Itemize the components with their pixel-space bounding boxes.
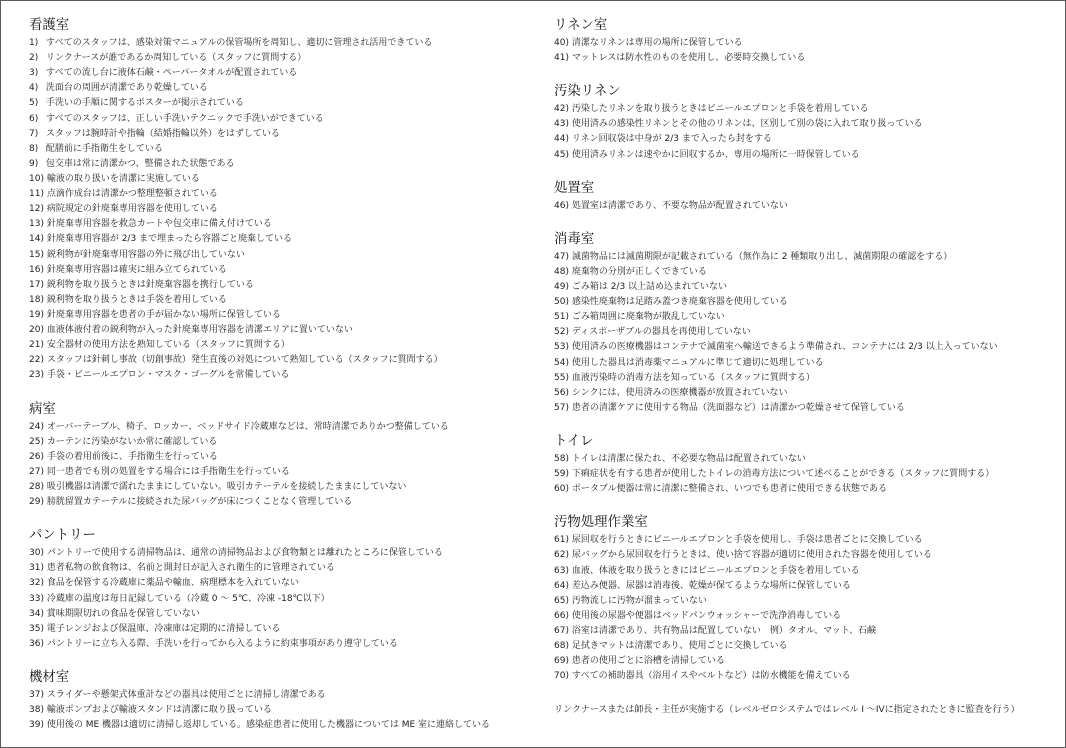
checklist-item <box>29 622 529 637</box>
item-text: 尿回収を行うときにビニールエプロンと手袋を使用し、手袋は患者ごとに交換している <box>571 535 923 546</box>
item-text: 血液体液付着の鋭利物が入った針廃棄専用容器を清潔エリアに置いていない <box>46 325 353 336</box>
item-number: 43) <box>554 119 569 130</box>
section-gap <box>554 66 1050 83</box>
item-number: 36) <box>29 638 44 649</box>
checklist-section <box>554 231 1050 416</box>
checklist-item <box>29 308 529 323</box>
checklist-item <box>29 465 529 480</box>
item-number: 13) <box>29 219 44 230</box>
checklist-items <box>554 199 1050 214</box>
checklist-item <box>29 561 529 576</box>
item-text: 血液、体液を取り扱うときにはビニールエプロンと手袋を着用している <box>571 565 860 576</box>
checklist-item <box>29 353 529 368</box>
section-gap <box>29 384 529 401</box>
checklist-section <box>554 83 1050 162</box>
checklist-items <box>554 250 1050 416</box>
section-title: トイレ <box>554 433 594 449</box>
item-number: 47) <box>554 251 569 262</box>
item-text: 使用済みの感染性リネンとその他のリネンは、区別して別の袋に入れて取り扱っている <box>571 119 923 130</box>
checklist-items <box>554 102 1050 162</box>
item-number: 24) <box>29 421 44 432</box>
item-number: 41) <box>554 53 569 64</box>
checklist-item <box>554 624 1050 639</box>
item-number: 39) <box>29 720 44 731</box>
item-text: 足拭きマットは清潔であり、使用ごとに交換している <box>571 641 788 652</box>
item-number: 29) <box>29 497 44 508</box>
item-number: 40) <box>554 38 569 48</box>
item-text: オーバーテーブル、椅子、ロッカー、ベッドサイド冷蔵庫などは、常時清潔でありかつ整備している <box>46 421 449 432</box>
item-number: 55) <box>554 372 569 383</box>
checklist-item <box>29 202 529 217</box>
item-number: 60) <box>554 484 569 495</box>
checklist-item <box>29 81 529 96</box>
item-text: 膀胱留置カテーテルに接続された尿バッグが床につくことなく管理している <box>46 497 353 508</box>
checklist-items <box>29 688 529 733</box>
item-number: 59) <box>554 469 569 480</box>
item-text: 電子レンジおよび保温庫、冷凍庫は定期的に清掃している <box>46 623 281 634</box>
section-title: 機材室 <box>29 669 70 685</box>
checklist-item <box>29 718 529 733</box>
item-text: 汚物流しに汚物が溜まっていない <box>571 595 707 606</box>
checklist-section <box>29 17 529 384</box>
section-gap <box>554 416 1050 433</box>
item-text: 清潔なリネンは専用の場所に保管している <box>571 38 743 48</box>
item-number: 8) <box>29 143 39 154</box>
item-text: マットレスは防水性のものを使用し、必要時交換している <box>571 53 806 64</box>
item-number: 42) <box>554 104 569 115</box>
item-number: 61) <box>554 535 569 546</box>
item-number: 68) <box>554 641 569 652</box>
checklist-item <box>554 482 1050 497</box>
item-text: 包交車は常に清潔かつ、整備された状態である <box>45 158 235 169</box>
checklist-item <box>29 36 529 51</box>
checklist-item <box>29 217 529 232</box>
item-text: ポータブル便器は常に清潔に整備され、いつでも患者に使用できる状態である <box>571 484 888 495</box>
item-text: 輸液の取り扱いを清潔に実施している <box>46 173 200 184</box>
section-gap <box>554 497 1050 514</box>
item-text: リンクナースが誰であるか周知している（スタッフに質問する） <box>45 53 307 64</box>
checklist-item <box>29 66 529 81</box>
item-text: 病院規定の針廃棄専用容器を使用している <box>46 204 218 215</box>
checklist-section <box>29 527 529 652</box>
item-number: 28) <box>29 481 44 492</box>
checklist-item <box>554 654 1050 669</box>
item-number: 1) <box>29 38 39 48</box>
section-gap <box>554 163 1050 180</box>
checklist-item <box>29 127 529 142</box>
checklist-item <box>554 609 1050 624</box>
checklist-item <box>554 594 1050 609</box>
item-text: 鋭利物を取り扱うときは針廃棄容器を携行している <box>46 279 254 290</box>
item-text: カーテンに汚染がないか常に確認している <box>46 436 218 447</box>
checklist-item <box>29 495 529 510</box>
item-number: 30) <box>29 548 44 559</box>
checklist-item <box>29 637 529 652</box>
checklist-item <box>554 199 1050 214</box>
checklist-item <box>554 386 1050 401</box>
item-number: 6) <box>29 113 39 124</box>
checklist-item <box>554 564 1050 579</box>
checklist-item <box>29 420 529 435</box>
checklist-item <box>29 592 529 607</box>
section-gap <box>554 214 1050 231</box>
section-title: 看護室 <box>29 18 70 33</box>
item-text: リネン回収袋は中身が 2/3 まで入ったら封をする <box>571 134 772 145</box>
item-text: すべてのスタッフは、正しい手洗いテクニックで手洗いができている <box>45 113 324 124</box>
checklist-item <box>29 187 529 202</box>
item-text: 針廃棄専用容器は確実に組み立てられている <box>46 264 227 275</box>
checklist-items <box>29 36 529 384</box>
item-number: 49) <box>554 281 569 292</box>
checklist-item <box>29 576 529 591</box>
checklist-item <box>554 295 1050 310</box>
checklist-item <box>554 533 1050 548</box>
checklist-item <box>554 265 1050 280</box>
item-text: 汚染したリネンを取り扱うときはビニールエプロンと手袋を着用している <box>571 104 869 115</box>
checklist-section <box>554 433 1050 497</box>
section-title: パントリー <box>29 528 96 544</box>
checklist-items <box>29 420 529 511</box>
item-text: 手袋の着用前後に、手指衛生を行っている <box>46 451 218 462</box>
item-text: 下痢症状を有する患者が使用したトイレの消毒方法について述べることができる（スタッフに質問する） <box>571 469 995 480</box>
checklist-items <box>554 533 1050 684</box>
item-number: 19) <box>29 309 44 320</box>
checklist-item <box>29 546 529 561</box>
checklist-item <box>554 371 1050 386</box>
item-number: 45) <box>554 149 569 160</box>
checklist-item <box>554 356 1050 371</box>
checklist-item <box>554 250 1050 265</box>
item-number: 14) <box>29 234 44 245</box>
item-text: 吸引機器は清潔で濡れたままにしていない。吸引カテーテルを接続したままにしていない <box>46 481 407 492</box>
checklist-item <box>29 688 529 703</box>
item-text: 手洗いの手順に関するポスターが掲示されている <box>45 98 244 109</box>
footer-note: リンクナースまたは師長・主任が実施する（レベルゼロシステムではレベル I ～IVに指定されたときに監査を行う） <box>554 705 1020 716</box>
checklist-item <box>29 142 529 157</box>
checklist-items <box>29 546 529 652</box>
item-text: パントリーに立ち入る際、手洗いを行ってから入るように約束事項があり遵守している <box>46 638 398 649</box>
item-number: 37) <box>29 689 44 700</box>
item-number: 9) <box>29 158 39 169</box>
item-text: 血液汚染時の消毒方法を知っている（スタッフに質問する） <box>571 372 815 383</box>
item-number: 7) <box>29 128 39 139</box>
item-text: 患者私物の飲食物は、名前と開封日が記入され衛生的に管理されている <box>46 563 335 574</box>
checklist-item <box>29 703 529 718</box>
checklist-items <box>554 452 1050 497</box>
item-number: 17) <box>29 279 44 290</box>
checklist-item <box>29 248 529 263</box>
item-text: 安全器材の使用方法を熟知している（スタッフに質問する） <box>46 340 290 351</box>
checklist-item <box>29 338 529 353</box>
item-text: 輸液ポンプおよび輸液スタンドは清潔に取り扱っている <box>46 705 272 716</box>
checklist-item <box>554 117 1050 132</box>
item-number: 26) <box>29 451 44 462</box>
checklist-items <box>554 36 1050 66</box>
item-number: 46) <box>554 200 569 211</box>
item-text: 使用済みの医療機器はコンテナで滅菌室へ輸送できるよう準備され、コンテナには 2/3 以上入っていない <box>571 342 998 353</box>
checklist-item <box>554 132 1050 147</box>
checklist-item <box>554 639 1050 654</box>
item-number: 35) <box>29 623 44 634</box>
item-text: シンクには、使用済みの医療機器が放置されていない <box>571 387 788 398</box>
checklist-section <box>554 514 1050 684</box>
item-text: ディスポーザブルの器具を再使用していない <box>571 327 751 338</box>
item-number: 23) <box>29 370 44 381</box>
item-number: 65) <box>554 595 569 606</box>
item-number: 53) <box>554 342 569 353</box>
item-number: 70) <box>554 671 569 682</box>
item-number: 64) <box>554 580 569 591</box>
checklist-item <box>554 148 1050 163</box>
checklist-item <box>554 467 1050 482</box>
item-text: スライダーや懸架式体重計などの器具は使用ごとに清掃し清潔である <box>46 689 326 700</box>
item-number: 16) <box>29 264 44 275</box>
item-text: 使用した器具は消毒薬マニュアルに準じて適切に処理している <box>571 357 824 368</box>
item-text: 配膳前に手指衛生をしている <box>45 143 163 154</box>
item-number: 10) <box>29 173 44 184</box>
item-text: 使用済みリネンは速やかに回収するか、専用の場所に一時保管している <box>571 149 860 160</box>
item-number: 5) <box>29 98 39 109</box>
section-title: 汚物処理作業室 <box>554 515 648 531</box>
item-number: 3) <box>29 68 39 79</box>
item-number: 63) <box>554 565 569 576</box>
section-title: 病室 <box>29 401 56 417</box>
item-number: 34) <box>29 608 44 619</box>
item-number: 33) <box>29 593 44 604</box>
item-text: 感染性廃棄物は足踏み蓋つき廃棄容器を使用している <box>571 297 788 308</box>
item-text: 患者の清潔ケアに使用する物品（洗面器など）は清潔かつ乾燥させて保管している <box>571 402 905 413</box>
checklist-item <box>29 278 529 293</box>
item-text: 処置室は清潔であり、不要な物品が配置されていない <box>571 200 788 211</box>
item-text: 洗面台の周囲が清潔であり乾燥している <box>45 83 208 94</box>
item-number: 18) <box>29 294 44 305</box>
checklist-item <box>29 172 529 187</box>
item-number: 38) <box>29 705 44 716</box>
item-text: 患者の使用ごとに浴槽を清掃している <box>571 656 725 667</box>
checklist-item <box>29 232 529 247</box>
checklist-item <box>29 112 529 127</box>
item-text: スタッフは針刺し事故（切創事故）発生直後の対処について熟知している（スタッフに質問する） <box>46 355 443 366</box>
checklist-item <box>554 36 1050 51</box>
item-number: 51) <box>554 312 569 323</box>
checklist-item <box>29 323 529 338</box>
item-text: トイレは清潔に保たれ、不必要な物品は配置されていない <box>571 453 806 464</box>
item-number: 57) <box>554 402 569 413</box>
checklist-item <box>554 579 1050 594</box>
item-text: すべての補助器具（浴用イスやベルトなど）は防水機能を備えている <box>571 671 851 682</box>
item-number: 66) <box>554 610 569 621</box>
item-number: 4) <box>29 83 39 94</box>
item-text: 手袋・ビニールエプロン・マスク・ゴーグルを常備している <box>46 370 290 381</box>
item-number: 48) <box>554 266 569 277</box>
item-text: 滅菌物品には滅菌期限が記載されている（無作為に 2 種類取り出し、滅菌期限の確認をする） <box>571 251 953 262</box>
right-sections <box>554 17 1050 684</box>
item-text: 食品を保管する冷蔵庫に薬品や輸血、病理標本を入れていない <box>46 578 299 589</box>
checklist-item <box>29 51 529 66</box>
item-text: 冷蔵庫の温度は毎日記録している（冷蔵 0 ～ 5℃、冷凍 -18℃以下） <box>46 593 330 604</box>
checklist-item <box>554 102 1050 117</box>
item-number: 54) <box>554 357 569 368</box>
item-text: 浴室は清潔であり、共有物品は配置していない 例）タオル、マット、石鹸 <box>571 625 876 636</box>
checklist-section <box>554 180 1050 214</box>
checklist-section <box>29 401 529 511</box>
section-title: 消毒室 <box>554 231 595 247</box>
checklist-item <box>554 669 1050 684</box>
item-text: 鋭利物を取り扱うときは手袋を着用している <box>46 294 227 305</box>
checklist-item <box>29 157 529 172</box>
item-text: 使用後の ME 機器は適切に清掃し返却している。感染症患者に使用した機器については ME 室に連絡している <box>46 720 491 731</box>
checklist-item <box>29 450 529 465</box>
item-text: 賞味期限切れの食品を保管していない <box>46 608 200 619</box>
item-number: 25) <box>29 436 44 447</box>
item-number: 32) <box>29 578 44 589</box>
section-title: 処置室 <box>554 180 595 196</box>
item-number: 50) <box>554 297 569 308</box>
item-text: ごみ箱周囲に廃棄物が散乱していない <box>571 312 725 323</box>
item-number: 56) <box>554 387 569 398</box>
checklist-item <box>554 340 1050 355</box>
item-text: 針廃棄専用容器を救急カートや包交車に備え付けている <box>46 219 272 230</box>
checklist-item <box>554 452 1050 467</box>
item-number: 15) <box>29 249 44 260</box>
section-gap <box>29 652 529 669</box>
checklist-item <box>554 325 1050 340</box>
item-number: 22) <box>29 355 44 366</box>
item-number: 20) <box>29 325 44 336</box>
item-text: 針廃棄専用容器が 2/3 まで埋まったら容器ごと廃棄している <box>46 234 293 245</box>
item-text: 針廃棄専用容器を患者の手が届かない場所に保管している <box>46 309 281 320</box>
item-text: 点滴作成台は清潔かつ整理整頓されている <box>46 189 218 200</box>
checklist-item <box>29 435 529 450</box>
checklist-item <box>29 480 529 495</box>
item-number: 69) <box>554 656 569 667</box>
left-column <box>29 17 529 733</box>
item-number: 52) <box>554 327 569 338</box>
section-title: 汚染リネン <box>554 84 621 100</box>
item-number: 67) <box>554 625 569 636</box>
section-gap <box>29 510 529 527</box>
item-text: 同一患者でも別の処置をする場合には手指衛生を行っている <box>46 466 290 477</box>
item-number: 27) <box>29 466 44 477</box>
item-text: ごみ箱は 2/3 以上詰め込まれていない <box>571 281 728 292</box>
checklist-item <box>29 368 529 383</box>
item-text: パントリーで使用する清掃物品は、通常の清掃物品および食物類とは離れたところに保管している <box>46 548 443 559</box>
item-text: 差込み便器、尿器は消毒後、乾燥が保てるような場所に保管している <box>571 580 851 591</box>
section-title: リネン室 <box>554 18 608 33</box>
checklist-item <box>29 293 529 308</box>
checklist-section <box>29 669 529 733</box>
item-number: 21) <box>29 340 44 351</box>
checklist-item <box>29 263 529 278</box>
item-number: 11) <box>29 189 44 200</box>
checklist-item <box>554 51 1050 66</box>
checklist-item <box>554 548 1050 563</box>
checklist-item <box>29 607 529 622</box>
right-column <box>554 17 1050 718</box>
item-number: 62) <box>554 550 569 561</box>
item-number: 44) <box>554 134 569 145</box>
checklist-section <box>554 17 1050 66</box>
item-text: 尿バッグから尿回収を行うときは、使い捨て容器が適切に使用された容器を使用している <box>571 550 932 561</box>
item-number: 31) <box>29 563 44 574</box>
item-number: 58) <box>554 453 569 464</box>
checklist-item <box>554 310 1050 325</box>
item-text: 使用後の尿器や便器はベッドパンウォッシャーで洗浄消毒している <box>571 610 842 621</box>
item-text: 廃棄物の分別が正しくできている <box>571 266 707 277</box>
item-text: すべてのスタッフは、感染対策マニュアルの保管場所を周知し、適切に管理され活用できている <box>45 38 433 48</box>
checklist-item <box>554 401 1050 416</box>
checklist-item <box>554 280 1050 295</box>
item-text: スタッフは腕時計や指輪（結婚指輪以外）をはずしている <box>45 128 280 139</box>
item-text: 鋭利物が針廃棄専用容器の外に飛び出していない <box>46 249 245 260</box>
item-number: 12) <box>29 204 44 215</box>
item-text: すべての流し台に液体石鹸・ペーパータオルが配置されている <box>45 68 298 79</box>
checklist-item <box>29 96 529 111</box>
item-number: 2) <box>29 53 39 64</box>
